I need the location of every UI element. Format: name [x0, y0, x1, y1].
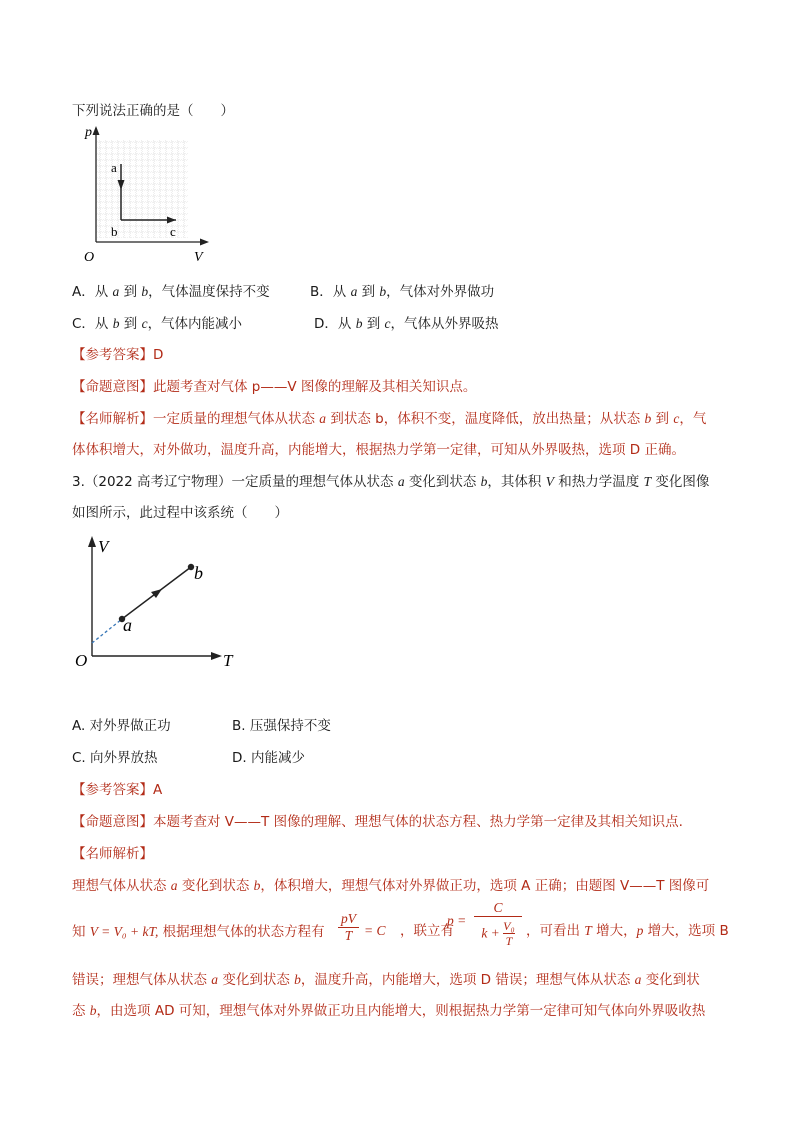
q3-intent: 【命题意图】本题考查对 V——T 图像的理解、理想气体的状态方程、热力学第一定律及其相关知识点.	[72, 814, 683, 830]
point-a-label: a	[111, 160, 117, 175]
fraction-pv-over-t: pV T	[338, 911, 359, 944]
point-a-label: a	[123, 615, 132, 635]
q3-option-b: B. 压强保持不变	[232, 718, 331, 734]
q3-option-d: D. 内能减少	[232, 750, 305, 766]
q3-option-c: C. 向外界放热	[72, 750, 158, 766]
q3-analysis-line3: 错误；理想气体从状态 a 变化到状态 b，温度升高，内能增大，选项 D 错误；理想气体从状态 a 变化到状	[72, 972, 700, 988]
q3-stem-line2: 如图所示，此过程中该系统（ ）	[72, 505, 288, 521]
q3-option-a: A. 对外界做正功	[72, 718, 171, 734]
q2-option-d: D．从 b 到 c，气体从外界吸热	[314, 316, 499, 332]
q3-analysis-line2: 知 V = V₀ + kT, 根据理想气体的状态方程有	[72, 924, 325, 940]
x-axis-label: T	[223, 651, 233, 670]
fraction-p-formula: C k + $\frac{\text{V₀}}{T}$	[474, 900, 522, 948]
origin-label: O	[84, 250, 95, 265]
x-axis-arrow	[211, 652, 222, 660]
q2-option-c: C．从 b 到 c，气体内能减小	[72, 316, 243, 332]
x-axis-arrow	[200, 239, 209, 246]
q2-stem: 下列说法正确的是（ ）	[72, 103, 234, 119]
origin-label: O	[75, 651, 88, 670]
q3-answer: 【参考答案】A	[72, 782, 163, 798]
x-axis-label: V	[194, 250, 203, 265]
q2-option-b: B．从 a 到 b，气体对外界做功	[310, 284, 495, 300]
y-axis-arrow	[93, 126, 100, 135]
q2-answer: 【参考答案】D	[72, 347, 164, 363]
q2-option-a: A．从 a 到 b，气体温度保持不变	[72, 284, 270, 300]
y-axis-label: p	[85, 125, 92, 140]
point-b-label: b	[194, 563, 203, 583]
q3-analysis-line2-post: ，可看出 T 增大，p 增大，选项 B	[526, 923, 729, 939]
q3-analysis-line2-mid2: ，联立有	[400, 923, 454, 939]
extrapolation-dashed-line	[92, 619, 122, 643]
q2-pv-graph	[82, 124, 212, 266]
q3-stem-line1: 3.（2022 高考辽宁物理）一定质量的理想气体从状态 a 变化到状态 b，其体积 V 和热力学温度 T 变化图像	[72, 474, 710, 490]
y-axis-arrow	[88, 536, 96, 547]
point-c-label: c	[170, 224, 176, 239]
fraction-pv-rhs: = C	[364, 923, 386, 938]
q3-analysis-line1: 理想气体从状态 a 变化到状态 b，体积增大，理想气体对外界做正功，选项 A 正确；由题图 V——T 图像可	[72, 878, 710, 894]
q2-analysis-line2: 体体积增大，对外做功，温度升高，内能增大，根据热力学第一定律，可知从外界吸热，选项 D 正确。	[72, 442, 685, 458]
q2-intent: 【命题意图】此题考查对气体 p——V 图像的理解及其相关知识点。	[72, 379, 477, 395]
q3-analysis-line4: 态 b，由选项 AD 可知，理想气体对外界做正功且内能增大，则根据热力学第一定律可知气体向外界吸收热	[72, 1003, 706, 1019]
q3-analysis-label: 【名师解析】	[72, 846, 153, 862]
q2-analysis-line1: 【名师解析】一定质量的理想气体从状态 a 到状态 b，体积不变，温度降低，放出热量；从状态 b 到 c，气	[72, 411, 707, 427]
q3-vt-graph	[70, 532, 245, 675]
equation-v-kt: V = V₀ + kT,	[89, 924, 159, 939]
p-equals: p =	[447, 913, 467, 928]
point-b-label: b	[111, 224, 118, 239]
y-axis-label: V	[98, 537, 109, 556]
